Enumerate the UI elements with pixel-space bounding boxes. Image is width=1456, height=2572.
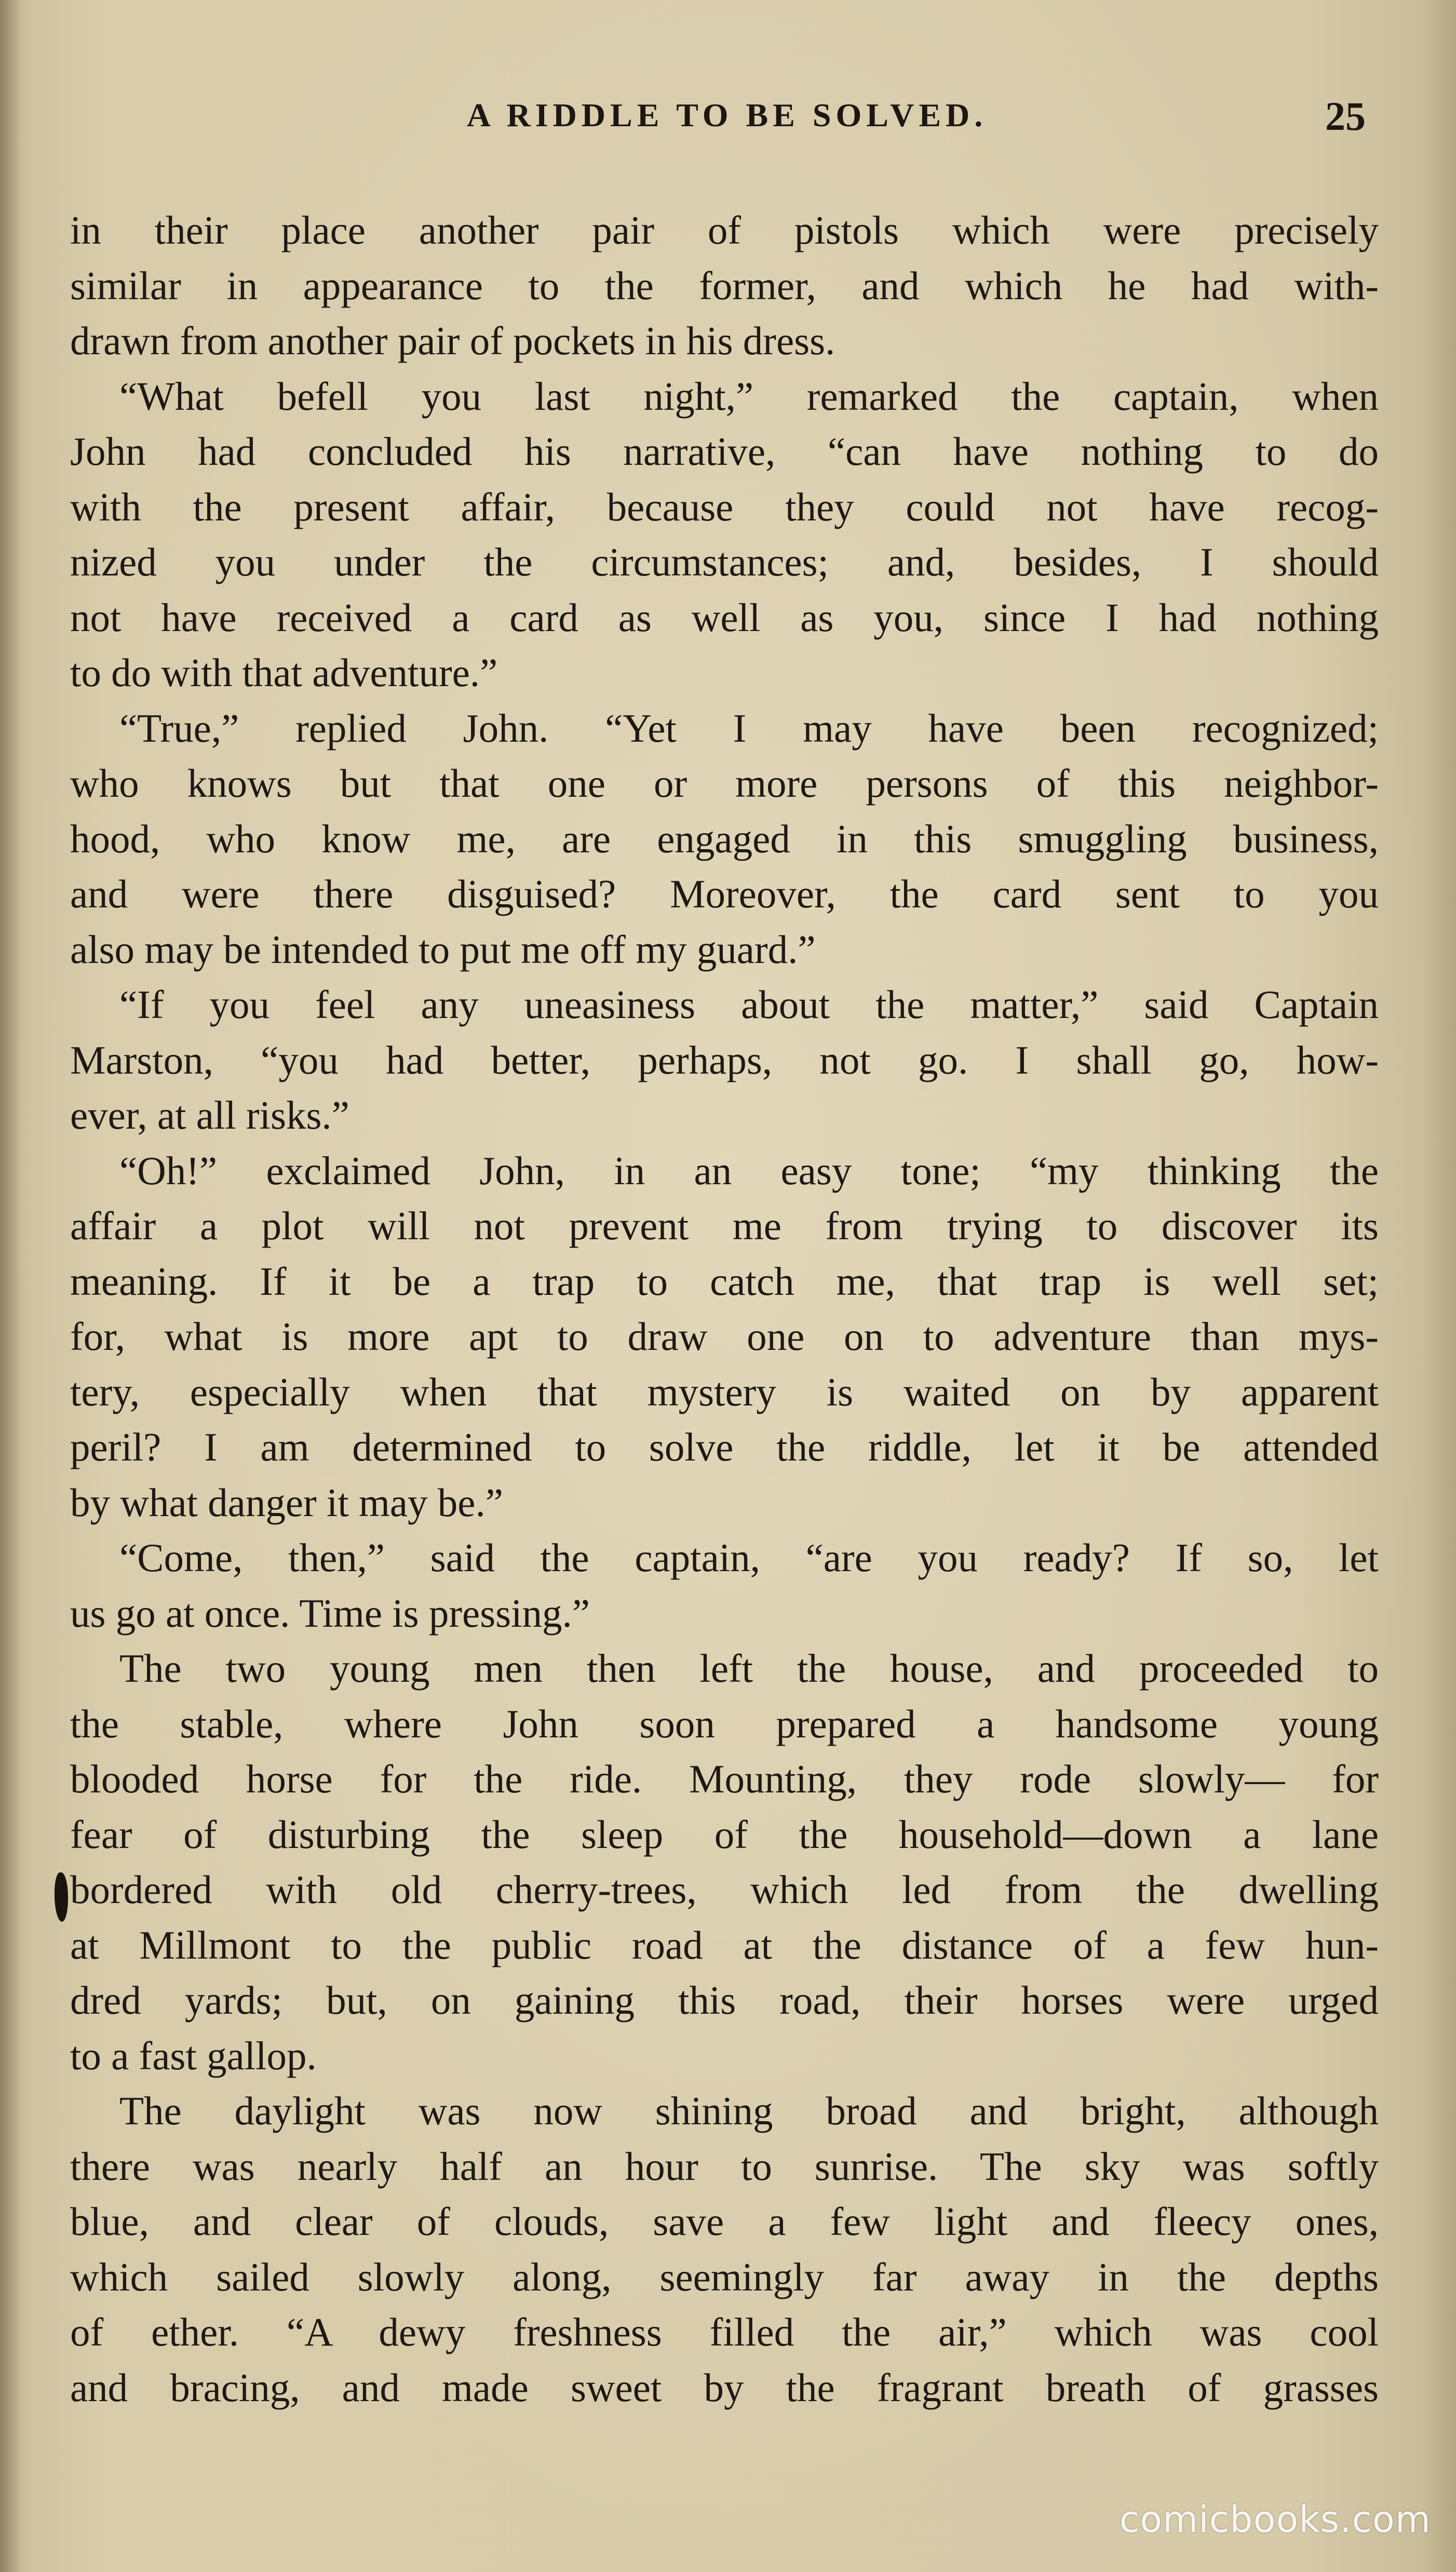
text-line: to a fast gallop. <box>70 2033 317 2078</box>
text-line: nized you under the circumstances; and, besides, I should <box>70 540 1379 584</box>
text-line: meaning. If it be a trap to catch me, that trap is well set; <box>70 1258 1379 1304</box>
text-line: of ether. “A dewy freshness filled the air,” which was cool <box>70 2310 1379 2354</box>
running-title: A RIDDLE TO BE SOLVED. <box>466 97 988 133</box>
text-line: fear of disturbing the sleep of the household—down a lane <box>70 1812 1379 1857</box>
text-line: tery, especially when that mystery is waited on by apparent <box>70 1369 1379 1414</box>
text-line: bordered with old cherry-trees, which led from the dwelling <box>70 1867 1379 1912</box>
text-line: peril? I am determined to solve the riddle, let it be attended <box>70 1425 1379 1469</box>
text-line: “True,” replied John. “Yet I may have been recognized; <box>119 705 1379 751</box>
text-line: and were there disguised? Moreover, the card sent to you <box>70 872 1379 916</box>
text-line: dred yards; but, on gaining this road, their horses were urged <box>70 1978 1379 2022</box>
text-line: with the present affair, because they could not have recog- <box>70 484 1379 529</box>
text-line: in their place another pair of pistols which were precisely <box>70 208 1379 252</box>
text-line: for, what is more apt to draw one on to adventure than mys- <box>70 1314 1379 1359</box>
text-line: not have received a card as well as you, since I had nothing <box>70 595 1379 640</box>
text-line: “If you feel any uneasiness about the matter,” said Captain <box>119 982 1379 1027</box>
spine-shadow <box>0 0 21 2572</box>
page-header <box>83 93 1371 143</box>
text-line: The two young men then left the house, and proceeded to <box>119 1646 1379 1691</box>
text-line: and bracing, and made sweet by the fragrant breath of grasses <box>70 2365 1379 2410</box>
text-line: at Millmont to the public road at the distance of a few hun- <box>70 1922 1379 1967</box>
text-line: blooded horse for the ride. Mounting, they rode slowly— for <box>70 1757 1379 1801</box>
text-line: hood, who know me, are engaged in this smuggling business, <box>70 816 1379 861</box>
text-line: there was nearly half an hour to sunrise. The sky was softly <box>70 2144 1379 2189</box>
text-line: which sailed slowly along, seemingly far away in the depths <box>70 2254 1379 2299</box>
text-line: who knows but that one or more persons of this neighbor- <box>70 761 1379 806</box>
body-text <box>70 203 1379 2415</box>
text-line: “Oh!” exclaimed John, in an easy tone; “my thinking the <box>119 1148 1379 1193</box>
text-line: Marston, “you had better, perhaps, not go. I shall go, how- <box>70 1037 1379 1082</box>
text-line: ever, at all risks.” <box>70 1093 349 1137</box>
text-line: drawn from another pair of pockets in his dress. <box>70 318 835 363</box>
text-line: us go at once. Time is pressing.” <box>70 1590 590 1636</box>
text-line: John had concluded his narrative, “can have nothing to do <box>70 429 1379 474</box>
text-line: by what danger it may be.” <box>70 1480 503 1525</box>
page-number: 25 <box>1325 93 1366 139</box>
text-line: the stable, where John soon prepared a handsome young <box>70 1701 1379 1746</box>
text-line: blue, and clear of clouds, save a few light and fleecy ones, <box>70 2199 1379 2244</box>
text-line: similar in appearance to the former, and which he had with- <box>70 263 1379 308</box>
text-line: “What befell you last night,” remarked the captain, when <box>119 373 1379 419</box>
text-line: “Come, then,” said the captain, “are you ready? If so, let <box>119 1535 1379 1580</box>
ink-blot <box>55 1872 68 1922</box>
text-line: affair a plot will not prevent me from trying to discover its <box>70 1203 1379 1248</box>
text-line: also may be intended to put me off my guard.” <box>70 927 816 972</box>
watermark: comicbooks.com <box>1119 2498 1431 2541</box>
text-line: The daylight was now shining broad and bright, although <box>119 2088 1379 2133</box>
text-line: to do with that adventure.” <box>70 650 498 695</box>
